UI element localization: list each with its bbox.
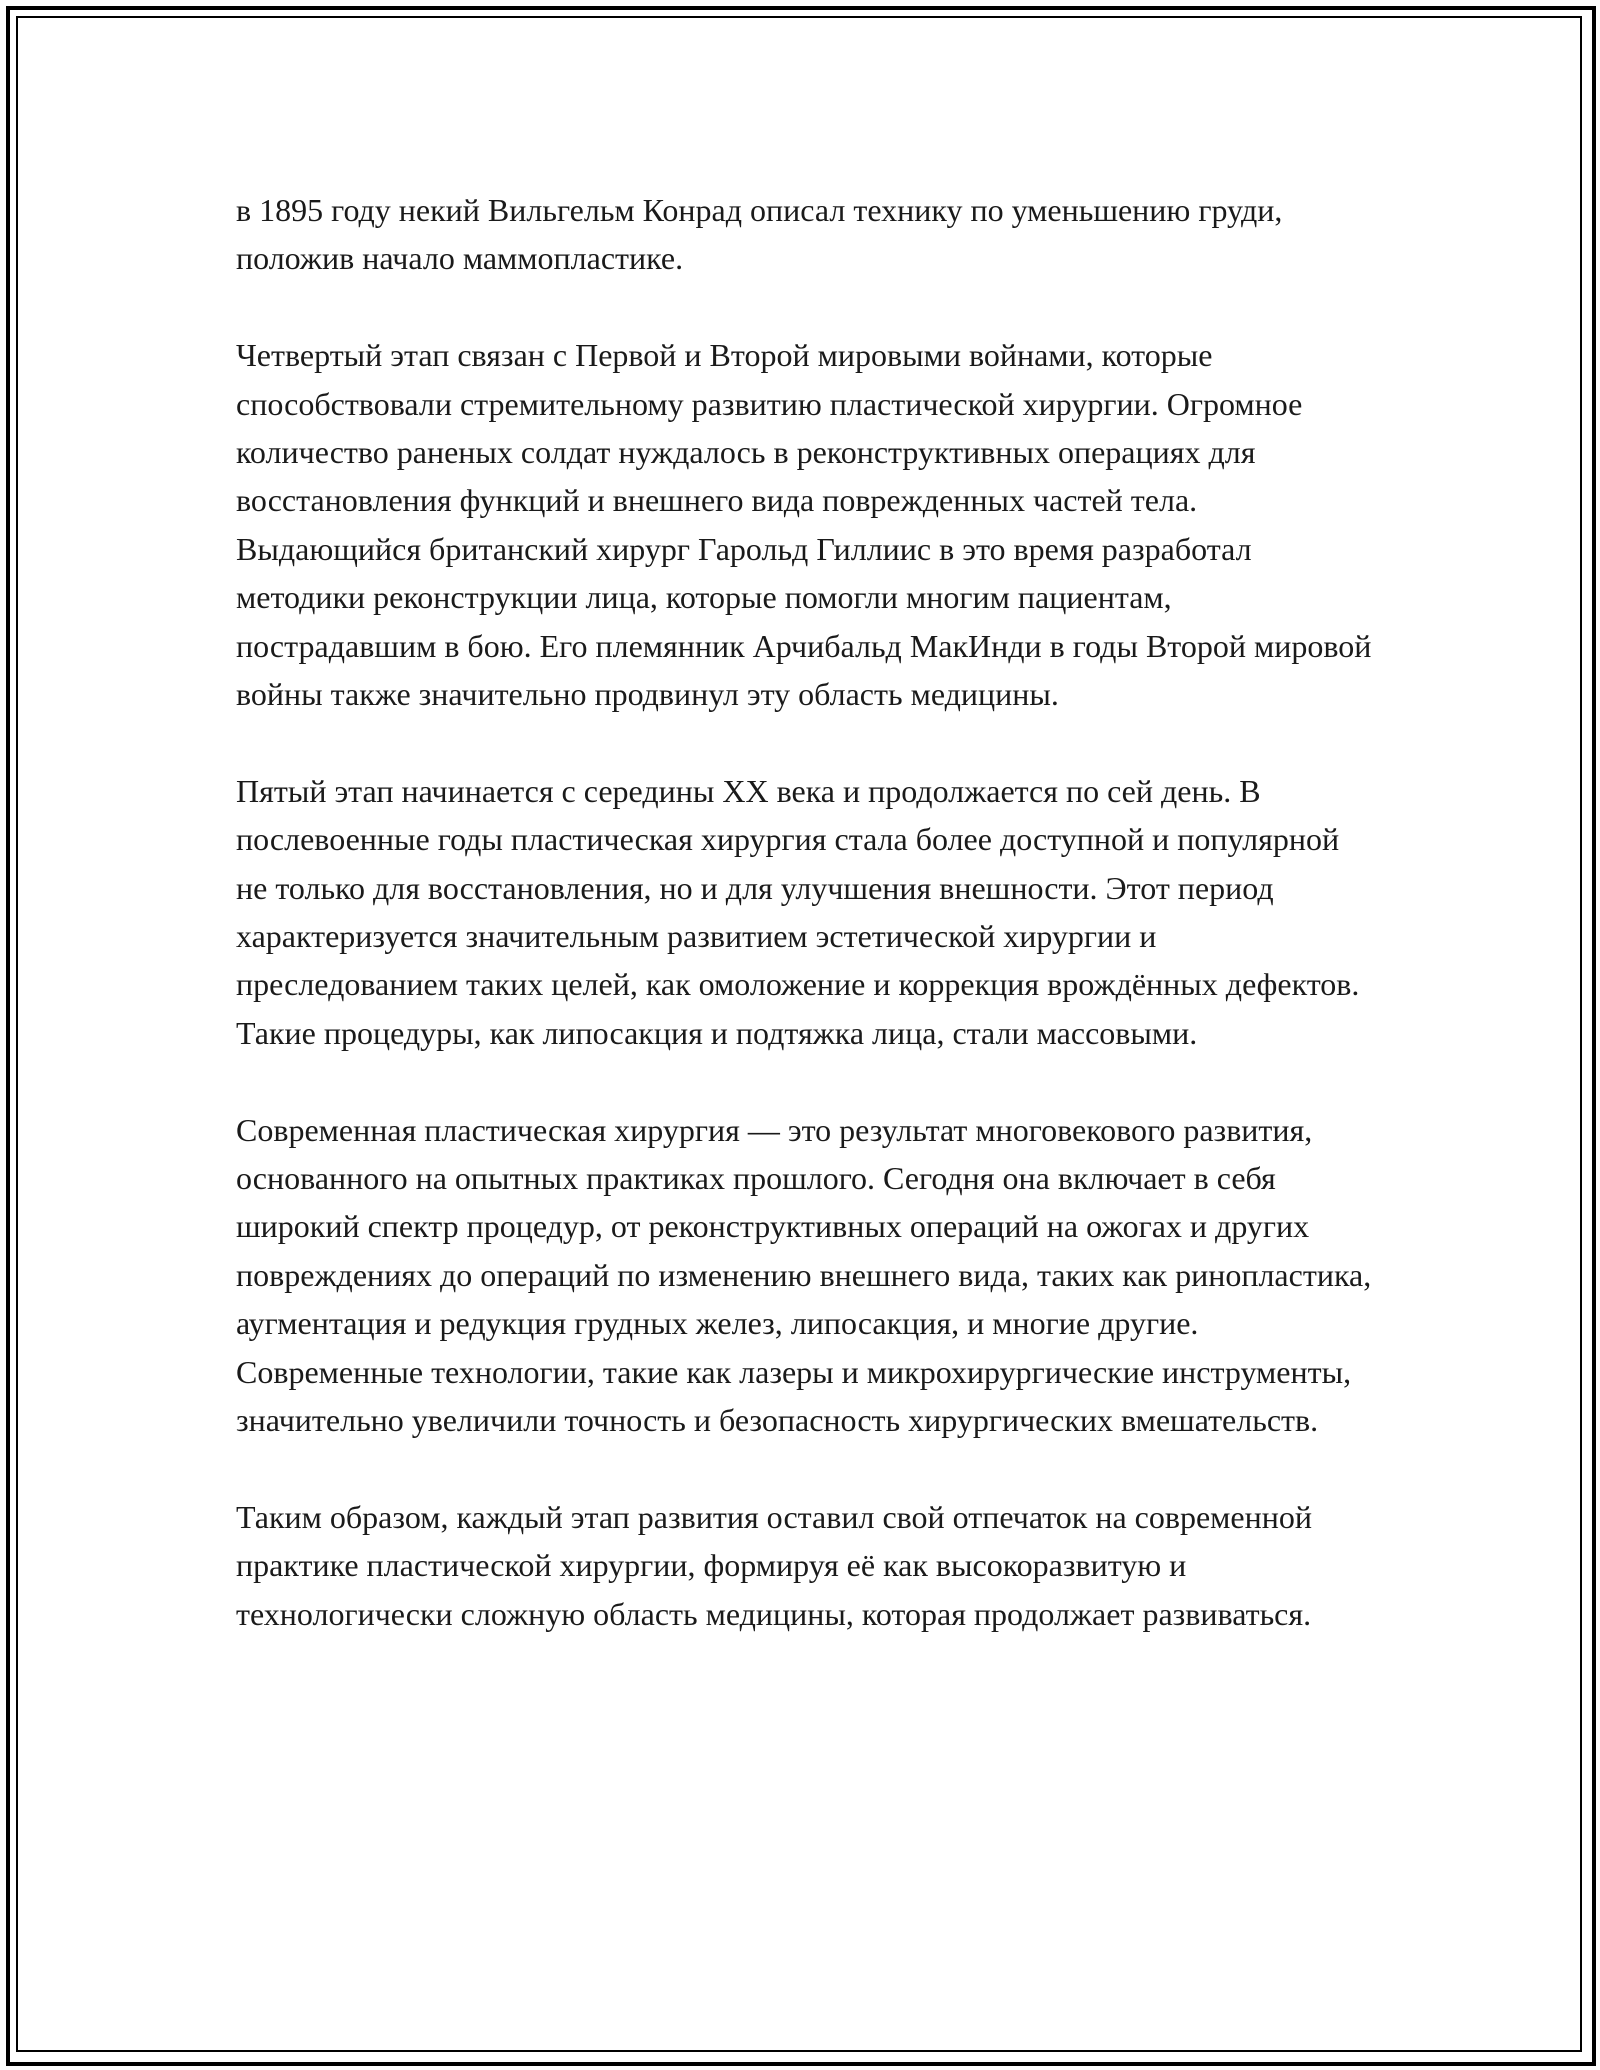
paragraph-fourth-stage: Четвертый этап связан с Первой и Второй мировыми войнами, которые способствовали стремительному развитию пластической хирургии. Огромное количество раненых солдат нуждалось в реконструктивных операциях для восстановления функций и внешнего вида поврежденных частей тела. Выдающийся британский хирург Гарольд Гиллиис в это время разработал методики реконструкции лица, которые помогли многим пациентам, пострадавшим в бою. Его племянник Арчибальд МакИнди в годы Второй мировой войны также значительно продвинул эту область медицины. <box>236 337 1372 713</box>
paragraph-mammoplasty: в 1895 году некий Вильгельм Конрад описал технику по уменьшению груди, положив начало маммопластике. <box>236 192 1283 277</box>
paragraph-modern-surgery: Современная пластическая хирургия — это результат многовекового развития, основанного на опытных практиках прошлого. Сегодня она включает в себя широкий спектр процедур, от реконструктивных операций на ожогах и других повреждениях до операций по изменению внешнего вида, таких как ринопластика, аугментация и редукция грудных желез, липосакция, и многие другие. Современные технологии, такие как лазеры и микрохирургические инструменты, значительно увеличили точность и безопасность хирургических вмешательств. <box>236 1111 1372 1439</box>
paragraph-conclusion: Таким образом, каждый этап развития оставил свой отпечаток на современной практике пластической хирургии, формируя её как высокоразвитую и технологически сложную область медицины, которая продолжает развиваться. <box>236 1498 1312 1632</box>
paragraph-fifth-stage: Пятый этап начинается с середины XX века и продолжается по сей день. В послевоенные годы пластическая хирургия стала более доступной и популярной не только для восстановления, но и для улучшения внешности. Этот период характеризуется значительным развитием эстетической хирургии и преследованием таких целей, как омоложение и коррекция врождённых дефектов. Такие процедуры, как липосакция и подтяжка лица, стали массовыми. <box>236 772 1360 1051</box>
document-body <box>236 186 1376 1638</box>
